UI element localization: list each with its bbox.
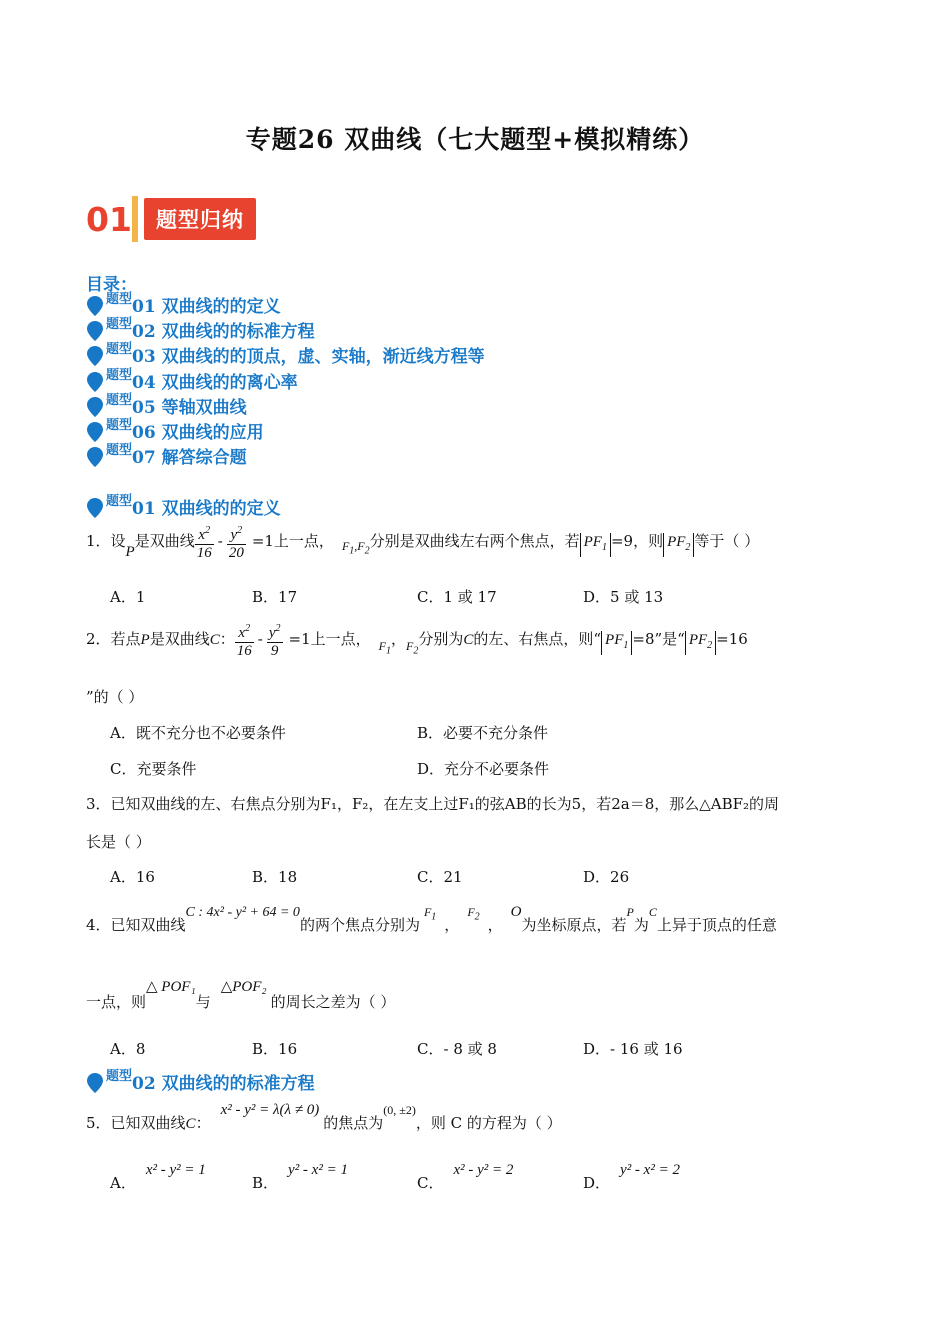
- option-equation: y² - x² = 1: [288, 1162, 348, 1178]
- q5-text: ，则 C 的方程为（ ）: [415, 1114, 562, 1132]
- q2-prefix: 2．若点: [86, 630, 141, 648]
- option-equation: x² - y² = 2: [453, 1162, 514, 1178]
- q5-text: 的焦点为: [323, 1114, 384, 1132]
- question-3-line2: 长是（ ）: [86, 833, 151, 851]
- q4-origin: O: [510, 904, 522, 920]
- option-a[interactable]: A．8: [110, 1040, 146, 1058]
- option-b[interactable]: [252, 1158, 348, 1192]
- badge-label: 题型归纳: [144, 198, 256, 240]
- toc-label: 05 等轴双曲线: [132, 398, 247, 418]
- toc-label: 02 双曲线的的标准方程: [132, 322, 315, 342]
- q2-f1: F1: [378, 639, 391, 657]
- q4-f2: $F_2$: [467, 905, 480, 923]
- page-title: 专题26 双曲线（七大题型+模拟精练）: [245, 125, 705, 154]
- q4-text: 的两个焦点分别为: [299, 916, 420, 934]
- location-pin-icon: [86, 421, 104, 443]
- q2-curve: C: [463, 632, 474, 648]
- q4-text: 为坐标原点，若: [521, 916, 627, 934]
- q5-colon: ：: [195, 1114, 211, 1132]
- q1-cond: =9，则: [610, 532, 664, 550]
- q2-text: ”是“: [654, 630, 685, 648]
- toc-tag: 题型: [106, 393, 133, 408]
- toc-tag: 题型: [106, 443, 133, 458]
- q2-text: 是双曲线: [149, 630, 210, 648]
- location-pin-icon: [86, 295, 104, 317]
- q4-text: 为: [633, 916, 649, 934]
- section-title: 01 双曲线的的定义: [132, 499, 281, 519]
- option-equation: x² - y² = 1: [145, 1162, 206, 1178]
- q1-text: 分别是双曲线左右两个焦点，若: [369, 532, 580, 550]
- location-pin-icon: [86, 497, 104, 519]
- toc-heading: 目录：: [86, 275, 137, 295]
- toc-tag: 题型: [106, 317, 133, 332]
- option-a[interactable]: A．16: [110, 868, 155, 886]
- q2-frac-x: $\frac{x^2}{16}$: [235, 620, 254, 660]
- option-c[interactable]: [417, 1158, 514, 1192]
- section-heading: [86, 1069, 315, 1094]
- q5-point: (0, ±2): [383, 1103, 416, 1117]
- question-2: 2．若点P是双曲线C： $\frac{x^2}{16}$ - $\frac{y^2}{9}$ =1上一点， $_{F_1}$，$_{F_2}$分别为C的左、右焦点，则“ $PF_1 =8$”是“ $PF_2 =16$: [86, 620, 748, 660]
- question-2-line2: ”的（ ）: [86, 688, 144, 706]
- q4-text: 上异于顶点的任意: [656, 916, 777, 934]
- q2-point: P: [140, 632, 150, 648]
- option-letter: C．: [417, 1174, 444, 1192]
- q2-f2: F2: [406, 639, 419, 657]
- q2-abs-pf1: $PF_1$: [601, 631, 632, 655]
- q1-minus: -: [217, 532, 223, 550]
- q1-point: P: [125, 544, 135, 560]
- q2-abs-pf2: $PF_2$: [685, 631, 716, 655]
- location-pin-icon: [86, 396, 104, 418]
- q4-equation: C : 4x² - y² + 64 = 0: [185, 905, 300, 920]
- q4-text: 一点，则: [86, 993, 147, 1011]
- location-pin-icon: [86, 446, 104, 468]
- badge-number: 01: [86, 199, 132, 239]
- option-b[interactable]: B．17: [252, 588, 298, 606]
- q2-text: 的左、右焦点，则“: [473, 630, 602, 648]
- q4-f1: $F_1$: [423, 905, 437, 923]
- toc-tag: 题型: [106, 368, 133, 383]
- option-d[interactable]: D．- 16 或 16: [583, 1040, 683, 1058]
- q2-curve: C: [209, 632, 220, 648]
- question-1: [86, 522, 759, 562]
- option-b[interactable]: B．18: [252, 868, 298, 886]
- option-c[interactable]: C．充要条件: [110, 760, 197, 778]
- location-pin-icon: [86, 371, 104, 393]
- option-d[interactable]: [583, 1158, 680, 1192]
- option-letter: B．: [252, 1174, 279, 1192]
- q5-equation: x² - y² = λ(λ ≠ 0): [220, 1102, 320, 1118]
- toc-tag: 题型: [106, 342, 133, 357]
- option-a[interactable]: A．1: [110, 588, 146, 606]
- q2-frac-y: $\frac{y^2}{9}$: [267, 620, 283, 660]
- q4-text: 的周长之差为（ ）: [270, 993, 396, 1011]
- q4-text: 与: [195, 993, 211, 1011]
- toc-label: 07 解答综合题: [132, 448, 247, 468]
- location-pin-icon: [86, 345, 104, 367]
- q5-curve: C: [185, 1116, 196, 1132]
- question-5: [86, 1098, 562, 1132]
- toc-label: 01 双曲线的的定义: [132, 297, 281, 317]
- toc-label: 04 双曲线的的离心率: [132, 373, 298, 393]
- option-d[interactable]: D．26: [583, 868, 630, 886]
- q1-f2: F: [357, 539, 365, 553]
- badge-divider: [132, 196, 138, 242]
- option-a[interactable]: [110, 1158, 206, 1192]
- option-letter: D．: [583, 1174, 611, 1192]
- toc-item[interactable]: [86, 342, 485, 367]
- section-tag: 题型: [106, 494, 133, 509]
- q1-text: 是双曲线: [134, 532, 195, 550]
- toc-label: 03 双曲线的的顶点，虚、实轴，渐近线方程等: [132, 347, 485, 367]
- q1-prefix: 1．设: [86, 532, 126, 550]
- q4-c: C: [648, 905, 657, 919]
- q2-colon: ：: [219, 630, 235, 648]
- question-4: 4．已知双曲线C : 4x² - y² + 64 = 0的两个焦点分别为$F_1$ ，$F_2$ ，O为坐标原点，若P为C上异于顶点的任意: [86, 904, 777, 934]
- location-pin-icon: [86, 320, 104, 342]
- section-title: 02 双曲线的的标准方程: [132, 1074, 315, 1094]
- toc-item[interactable]: [86, 443, 247, 468]
- q2-cond1: =8: [632, 630, 655, 648]
- q2-text: =1上一点，: [288, 630, 371, 648]
- toc-tag: 题型: [106, 418, 133, 433]
- q1-abs-pf2: $PF_2$: [663, 533, 694, 557]
- section-tag: 题型: [106, 1069, 133, 1084]
- option-a[interactable]: A．既不充分也不必要条件: [110, 724, 286, 742]
- q4-prefix: 4．已知双曲线: [86, 916, 186, 934]
- q4-tri2: △POF₂: [220, 979, 267, 995]
- option-c[interactable]: C．- 8 或 8: [417, 1040, 497, 1058]
- q2-minus: -: [257, 630, 263, 648]
- option-b[interactable]: B．16: [252, 1040, 298, 1058]
- section-badge: [86, 196, 256, 242]
- option-c[interactable]: C．21: [417, 868, 463, 886]
- q5-prefix: 5．已知双曲线: [86, 1114, 186, 1132]
- q4-p: P: [626, 905, 634, 919]
- section-heading: [86, 494, 281, 519]
- option-c[interactable]: C．1 或 17: [417, 588, 497, 606]
- q1-text: =1上一点，: [251, 532, 334, 550]
- q1-f1: F: [341, 539, 350, 553]
- question-4-line2: [86, 975, 396, 1011]
- question-3-line1: 3．已知双曲线的左、右焦点分别为F₁，F₂，在左支上过F₁的弦AB的长为5，若2a＝8，那么△ABF₂的周: [86, 795, 780, 813]
- option-letter: A．: [110, 1174, 136, 1192]
- q1-frac-x: $\frac{x^2}{16}$: [195, 522, 214, 562]
- option-d[interactable]: D．充分不必要条件: [417, 760, 550, 778]
- q1-end: 等于（ ）: [694, 532, 760, 550]
- option-equation: y² - x² = 2: [620, 1162, 680, 1178]
- toc-label: 06 双曲线的应用: [132, 423, 264, 443]
- option-b[interactable]: B．必要不充分条件: [417, 724, 549, 742]
- location-pin-icon: [86, 1072, 104, 1094]
- q2-cond2: =16: [716, 630, 748, 648]
- q1-abs-pf1: $PF_1$: [580, 533, 611, 557]
- q1-foci: F1,F2: [341, 539, 370, 557]
- q1-frac-y: $\frac{y^2}{20}$: [227, 522, 246, 562]
- q2-text: 分别为: [418, 630, 464, 648]
- q4-tri1: △ POF₁: [146, 979, 196, 995]
- option-d[interactable]: D．5 或 13: [583, 588, 664, 606]
- toc-tag: 题型: [106, 292, 133, 307]
